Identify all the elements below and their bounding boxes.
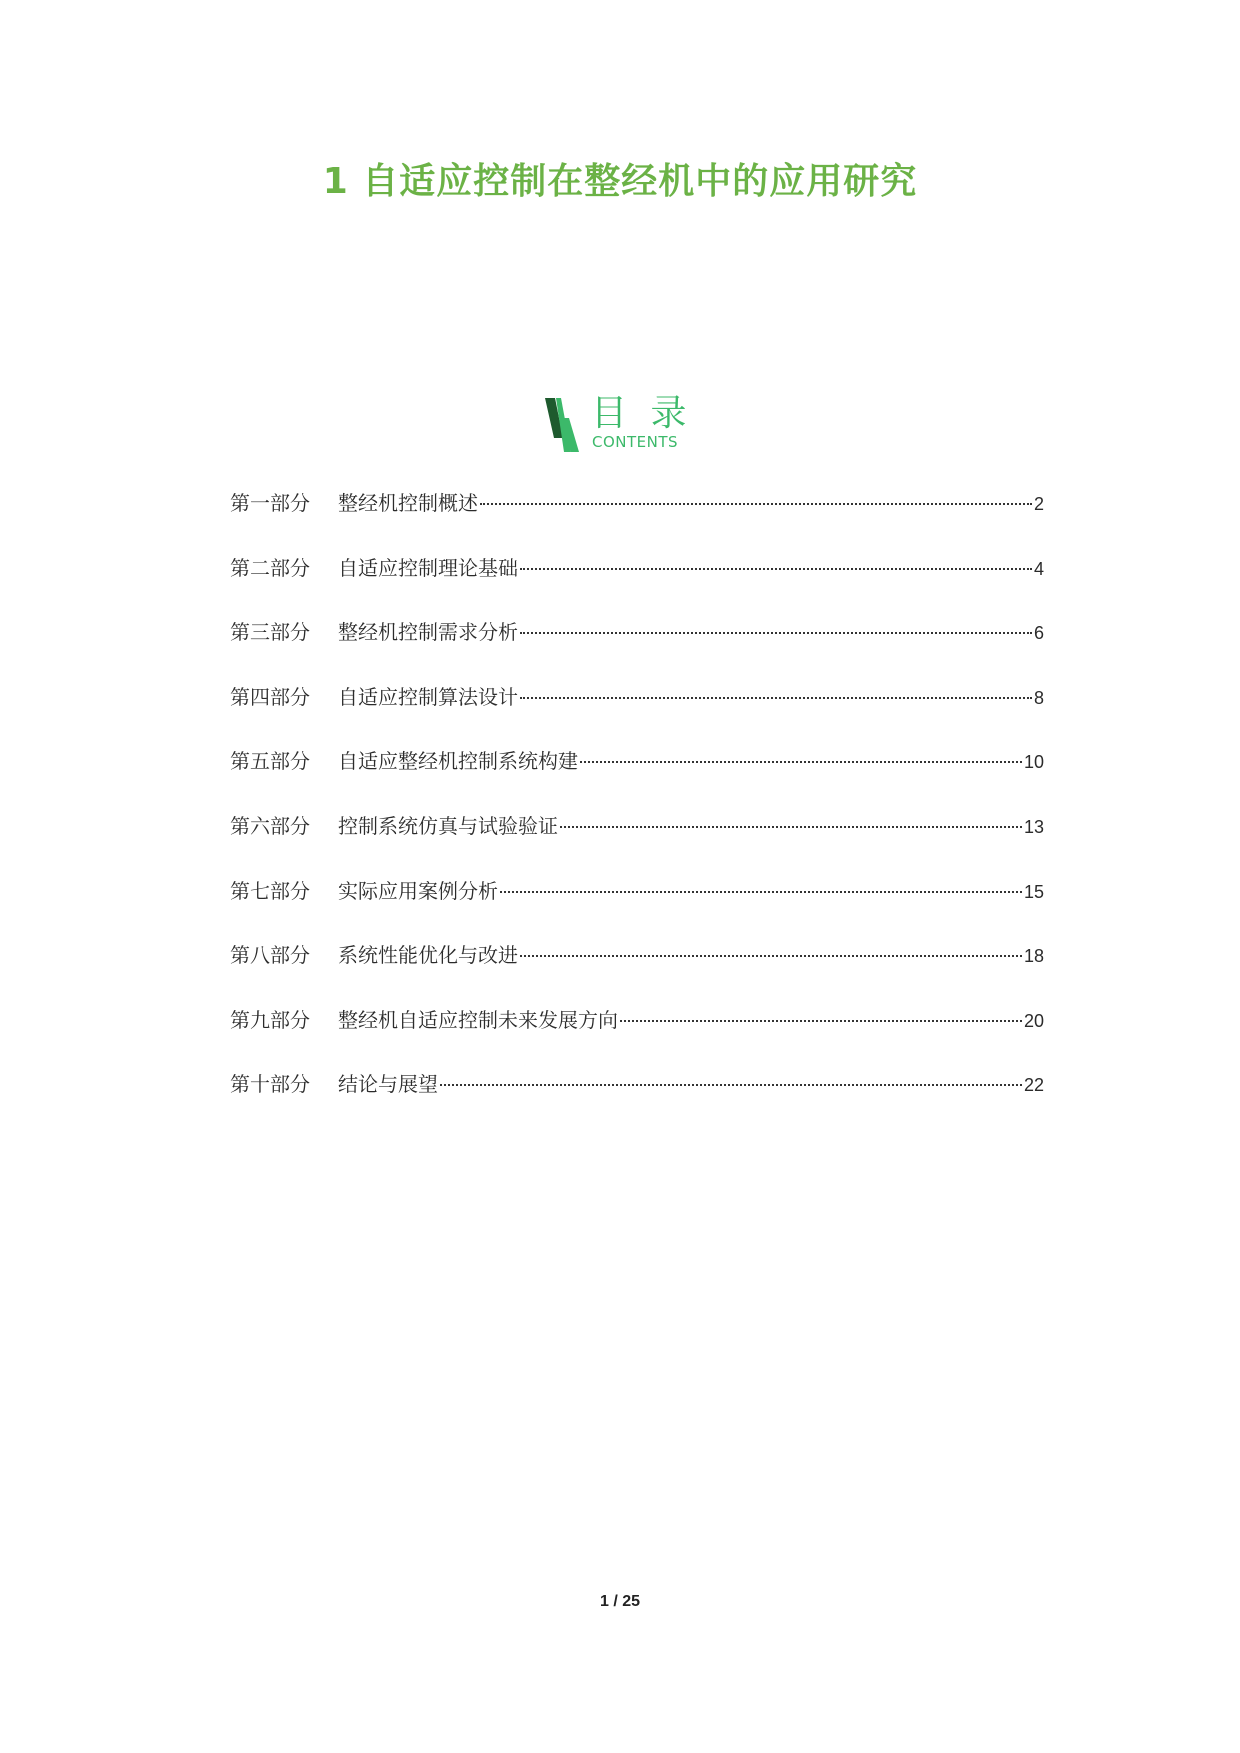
contents-header [545,394,705,454]
toc-dot-leader [480,503,1032,505]
toc-part-label: 第五部分 [230,749,310,774]
toc-part-label: 第七部分 [230,878,310,903]
toc-page-number: 18 [1023,946,1044,967]
toc-entry[interactable] [230,617,1044,682]
toc-part-label: 第六部分 [230,813,310,838]
toc-part-label: 第八部分 [230,943,310,968]
toc-page-number: 6 [1033,623,1044,644]
toc-dot-leader [440,1084,1022,1086]
toc-title: 自适应控制算法设计 [338,684,518,709]
toc-title: 整经机控制概述 [338,491,478,515]
contents-title: 目 录 [591,393,693,434]
toc-page-number: 8 [1033,687,1044,708]
toc-dot-leader [620,1020,1022,1022]
toc-dot-leader [560,826,1022,828]
toc-entry[interactable] [230,553,1044,618]
contents-subtitle: CONTENTS [592,433,679,451]
toc-title: 自适应整经机控制系统构建 [338,749,578,774]
toc-part-label: 第九部分 [230,1007,310,1032]
toc-part-label: 第一部分 [230,491,310,515]
toc-entry[interactable] [230,876,1044,941]
toc-entry[interactable] [230,746,1044,811]
toc-entry[interactable] [230,1005,1044,1070]
toc-dot-leader [520,955,1022,957]
toc-title: 自适应控制理论基础 [338,555,518,580]
toc-page-number: 10 [1023,752,1044,773]
document-title: 1 自适应控制在整经机中的应用研究 [322,161,918,202]
page-number-footer: 1 / 25 [599,1593,641,1610]
toc-dot-leader [580,761,1022,763]
toc-entry[interactable] [230,1069,1044,1134]
toc-page-number: 13 [1023,816,1044,837]
toc-title: 控制系统仿真与试验验证 [338,813,558,838]
toc-entry[interactable] [230,811,1044,876]
toc-entry[interactable] [230,940,1044,1005]
toc-page-number: 4 [1033,558,1044,579]
toc-part-label: 第三部分 [230,620,310,645]
table-of-contents [230,488,1044,1134]
toc-dot-leader [520,632,1032,634]
toc-page-number: 2 [1033,494,1044,514]
toc-page-number: 20 [1023,1010,1044,1031]
toc-title: 实际应用案例分析 [338,878,498,903]
toc-title: 结论与展望 [338,1072,438,1097]
toc-dot-leader [520,697,1032,699]
contents-emblem-icon [545,398,581,452]
toc-title: 整经机自适应控制未来发展方向 [338,1007,618,1032]
toc-title: 系统性能优化与改进 [338,943,518,968]
toc-entry[interactable] [230,488,1044,553]
toc-page-number: 22 [1023,1075,1044,1096]
toc-title: 整经机控制需求分析 [338,620,518,645]
toc-part-label: 第二部分 [230,555,310,580]
toc-part-label: 第十部分 [230,1072,310,1097]
toc-part-label: 第四部分 [230,684,310,709]
toc-dot-leader [500,891,1022,893]
toc-entry[interactable] [230,682,1044,747]
toc-dot-leader [520,568,1032,570]
toc-page-number: 15 [1023,881,1044,902]
